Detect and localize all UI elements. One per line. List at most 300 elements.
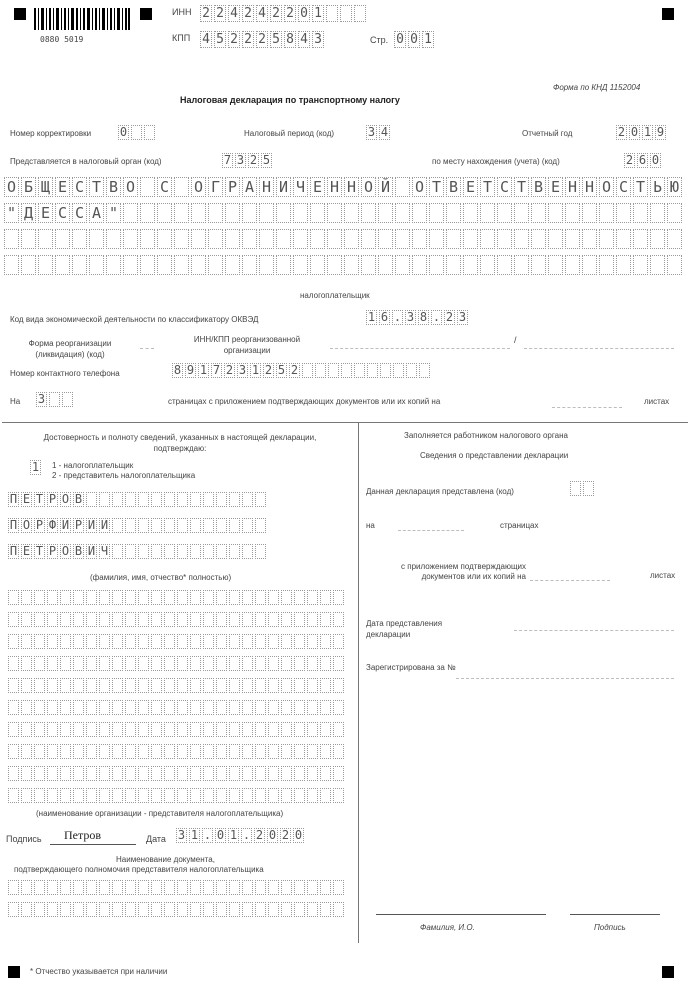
char-cell xyxy=(164,656,175,671)
char-cell xyxy=(8,678,19,693)
char-cell xyxy=(307,788,318,803)
char-cell xyxy=(86,700,97,715)
char-cell xyxy=(340,5,352,22)
char-cell xyxy=(255,902,266,917)
char-cell: 1 xyxy=(251,363,260,377)
char-cell xyxy=(320,788,331,803)
char-cell: В xyxy=(446,177,461,197)
inn-label: ИНН xyxy=(172,7,192,17)
corner-marker-top-middle xyxy=(140,8,152,20)
char-cell xyxy=(190,788,201,803)
char-cell xyxy=(446,229,461,249)
char-cell xyxy=(60,880,71,895)
char-cell xyxy=(255,700,266,715)
char-cell xyxy=(281,634,292,649)
char-cell xyxy=(307,902,318,917)
char-cell xyxy=(34,766,45,781)
char-cell xyxy=(395,177,410,197)
char-cell: 3 xyxy=(312,31,324,48)
char-cell xyxy=(144,125,155,140)
char-cell xyxy=(320,766,331,781)
char-cell: 0 xyxy=(294,828,303,842)
char-cell: Ч xyxy=(293,177,308,197)
confirm-title: Достоверность и полноту сведений, указанных в настоящей декларации, подтверждаю: xyxy=(43,433,317,453)
char-cell: 3 xyxy=(236,153,245,167)
char-cell: А xyxy=(89,203,104,223)
char-cell xyxy=(378,229,393,249)
char-cell xyxy=(99,766,110,781)
char-cell: Т xyxy=(89,177,104,197)
char-cell: 2 xyxy=(290,363,299,377)
office-on-label: на xyxy=(366,521,375,530)
char-cell xyxy=(242,590,253,605)
char-cell xyxy=(406,363,417,378)
char-cell xyxy=(177,880,188,895)
char-cell xyxy=(320,722,331,737)
char-cell xyxy=(480,255,495,275)
char-cell xyxy=(177,722,188,737)
signature-value: Петров xyxy=(64,828,102,842)
corner-marker-bottom-right xyxy=(662,966,674,978)
char-cell xyxy=(174,229,189,249)
char-cell xyxy=(151,656,162,671)
char-cell xyxy=(138,492,149,507)
char-cell xyxy=(73,590,84,605)
char-cell xyxy=(47,722,58,737)
char-cell xyxy=(89,229,104,249)
char-cell: С xyxy=(72,177,87,197)
char-cell xyxy=(203,902,214,917)
char-cell xyxy=(151,880,162,895)
char-cell xyxy=(157,229,172,249)
char-cell: Р xyxy=(225,177,240,197)
char-cell xyxy=(307,656,318,671)
submit-code-cells xyxy=(570,481,596,496)
char-cell xyxy=(307,880,318,895)
char-cell xyxy=(190,700,201,715)
char-cell: 0 xyxy=(268,828,277,842)
char-cell xyxy=(294,656,305,671)
char-cell xyxy=(229,678,240,693)
char-cell xyxy=(55,229,70,249)
char-cell xyxy=(138,656,149,671)
char-cell xyxy=(99,492,110,507)
char-cell xyxy=(151,590,162,605)
char-cell: 3 xyxy=(177,828,186,842)
name-caption: (фамилия, имя, отчество* полностью) xyxy=(90,573,232,582)
char-cell xyxy=(123,229,138,249)
char-cell xyxy=(216,634,227,649)
char-cell xyxy=(34,634,45,649)
char-cell xyxy=(531,203,546,223)
char-cell xyxy=(259,203,274,223)
char-cell xyxy=(47,766,58,781)
char-cell xyxy=(446,203,461,223)
char-cell xyxy=(281,700,292,715)
authority-cells xyxy=(222,153,274,168)
representative-org-caption: (наименование организации - представителя налогоплательщика) xyxy=(36,809,284,818)
char-cell xyxy=(650,203,665,223)
char-cell: 1 xyxy=(190,828,199,842)
char-cell xyxy=(138,590,149,605)
char-cell xyxy=(112,492,123,507)
char-cell xyxy=(47,700,58,715)
char-cell xyxy=(320,678,331,693)
char-cell xyxy=(151,902,162,917)
barcode xyxy=(34,8,130,30)
char-cell xyxy=(86,634,97,649)
char-cell xyxy=(190,518,201,533)
char-cell xyxy=(268,700,279,715)
char-cell xyxy=(73,612,84,627)
char-cell xyxy=(255,634,266,649)
char-cell xyxy=(125,744,136,759)
char-cell: Й xyxy=(100,518,109,532)
char-cell xyxy=(86,880,97,895)
char-cell xyxy=(203,744,214,759)
char-cell: " xyxy=(106,203,121,223)
char-cell xyxy=(354,363,365,378)
char-cell xyxy=(73,766,84,781)
char-cell xyxy=(34,788,45,803)
char-cell xyxy=(333,590,344,605)
char-cell xyxy=(294,722,305,737)
char-cell xyxy=(164,634,175,649)
char-cell xyxy=(344,203,359,223)
corner-marker-top-left xyxy=(14,8,26,20)
char-cell xyxy=(229,788,240,803)
char-cell xyxy=(151,492,162,507)
char-cell: Ч xyxy=(100,544,109,558)
char-cell: В xyxy=(74,544,83,558)
reorg-kpp-cells xyxy=(524,334,674,349)
char-cell xyxy=(616,229,631,249)
char-cell xyxy=(125,544,136,559)
char-cell xyxy=(531,255,546,275)
char-cell xyxy=(47,590,58,605)
char-cell xyxy=(21,722,32,737)
char-cell xyxy=(255,722,266,737)
char-cell: 0 xyxy=(216,828,225,842)
char-cell xyxy=(138,544,149,559)
char-cell xyxy=(73,634,84,649)
char-cell: 4 xyxy=(256,5,268,22)
char-cell xyxy=(125,766,136,781)
char-cell xyxy=(281,902,292,917)
char-cell xyxy=(268,880,279,895)
char-cell xyxy=(548,229,563,249)
char-cell: 0 xyxy=(394,31,406,48)
char-cell: 4 xyxy=(298,31,310,48)
char-cell xyxy=(582,229,597,249)
char-cell: Н xyxy=(582,177,597,197)
reorg-form-cell xyxy=(140,334,154,349)
page-cells xyxy=(394,31,436,48)
char-cell xyxy=(216,880,227,895)
char-cell xyxy=(47,880,58,895)
char-cell xyxy=(125,678,136,693)
char-cell xyxy=(151,744,162,759)
char-cell xyxy=(333,612,344,627)
char-cell xyxy=(125,700,136,715)
char-cell xyxy=(216,656,227,671)
char-cell: В xyxy=(531,177,546,197)
char-cell xyxy=(497,203,512,223)
char-cell xyxy=(138,700,149,715)
char-cell xyxy=(548,255,563,275)
char-cell xyxy=(138,634,149,649)
char-cell xyxy=(21,766,32,781)
char-cell xyxy=(203,700,214,715)
char-cell: Е xyxy=(310,177,325,197)
char-cell xyxy=(203,492,214,507)
char-cell xyxy=(125,880,136,895)
char-cell xyxy=(60,634,71,649)
char-cell xyxy=(599,229,614,249)
char-cell xyxy=(294,634,305,649)
char-cell xyxy=(328,363,339,378)
char-cell xyxy=(378,255,393,275)
inn-cells xyxy=(200,5,368,22)
char-cell xyxy=(164,902,175,917)
char-cell xyxy=(412,255,427,275)
char-cell xyxy=(333,766,344,781)
char-cell xyxy=(667,203,682,223)
char-cell xyxy=(72,255,87,275)
char-cell: В xyxy=(106,177,121,197)
char-cell xyxy=(268,722,279,737)
char-cell: 1 xyxy=(31,460,40,474)
signature-line xyxy=(50,844,136,845)
char-cell: О xyxy=(22,518,31,532)
office-reg-label: Зарегистрирована за № xyxy=(366,663,456,672)
char-cell xyxy=(190,722,201,737)
char-cell xyxy=(216,492,227,507)
char-cell xyxy=(112,634,123,649)
char-cell xyxy=(650,255,665,275)
char-cell xyxy=(294,902,305,917)
char-cell xyxy=(255,880,266,895)
char-cell: В xyxy=(74,492,83,506)
char-cell xyxy=(429,255,444,275)
char-cell xyxy=(47,744,58,759)
office-sign-line xyxy=(570,914,660,915)
char-cell xyxy=(565,203,580,223)
char-cell xyxy=(125,722,136,737)
phone-cells xyxy=(172,363,432,378)
char-cell: 0 xyxy=(630,125,639,139)
char-cell: 5 xyxy=(277,363,286,377)
authority-label: Представляется в налоговый орган (код) xyxy=(10,157,162,166)
char-cell xyxy=(268,656,279,671)
office-title: Заполняется работником налогового органа xyxy=(404,431,568,440)
char-cell xyxy=(216,590,227,605)
char-cell xyxy=(599,255,614,275)
char-cell: Т xyxy=(429,177,444,197)
char-cell: Н xyxy=(344,177,359,197)
reorg-inn-cells xyxy=(330,334,510,349)
char-cell xyxy=(191,229,206,249)
char-cell: О xyxy=(412,177,427,197)
char-cell xyxy=(281,766,292,781)
char-cell xyxy=(276,203,291,223)
char-cell: Е xyxy=(38,203,53,223)
char-cell xyxy=(177,612,188,627)
char-cell xyxy=(99,700,110,715)
char-cell xyxy=(293,203,308,223)
char-cell xyxy=(21,590,32,605)
char-cell: С xyxy=(616,177,631,197)
signer-code-cell xyxy=(30,460,43,475)
char-cell xyxy=(633,255,648,275)
char-cell xyxy=(62,392,73,407)
char-cell: 1 xyxy=(312,5,324,22)
char-cell xyxy=(112,700,123,715)
char-cell xyxy=(34,880,45,895)
char-cell xyxy=(315,363,326,378)
char-cell xyxy=(341,363,352,378)
char-cell xyxy=(281,722,292,737)
okved-cells xyxy=(366,310,470,325)
char-cell xyxy=(60,612,71,627)
char-cell xyxy=(86,612,97,627)
empty-cell-row xyxy=(8,788,346,803)
char-cell: 2 xyxy=(225,363,234,377)
char-cell: Щ xyxy=(38,177,53,197)
char-cell xyxy=(412,229,427,249)
char-cell xyxy=(8,902,19,917)
char-cell xyxy=(216,744,227,759)
char-cell xyxy=(73,744,84,759)
char-cell: 2 xyxy=(200,5,212,22)
char-cell xyxy=(86,722,97,737)
char-cell xyxy=(203,612,214,627)
char-cell xyxy=(463,229,478,249)
char-cell xyxy=(463,203,478,223)
char-cell xyxy=(73,902,84,917)
correction-label: Номер корректировки xyxy=(10,129,92,138)
char-cell xyxy=(229,518,240,533)
char-cell xyxy=(229,544,240,559)
char-cell xyxy=(99,880,110,895)
char-cell xyxy=(361,255,376,275)
char-cell: Е xyxy=(22,544,31,558)
form-code: Форма по КНД 1152004 xyxy=(553,83,641,92)
char-cell xyxy=(268,634,279,649)
char-cell xyxy=(276,255,291,275)
char-cell xyxy=(8,744,19,759)
pages-caption: страницах с приложением подтверждающих документов или их копий на xyxy=(168,397,441,406)
empty-cell-row xyxy=(8,880,346,895)
char-cell xyxy=(514,255,529,275)
char-cell xyxy=(203,766,214,781)
char-cell xyxy=(151,788,162,803)
char-cell xyxy=(281,678,292,693)
char-cell xyxy=(216,722,227,737)
char-cell xyxy=(276,229,291,249)
char-cell: С xyxy=(157,177,172,197)
char-cell xyxy=(268,902,279,917)
char-cell xyxy=(99,744,110,759)
char-cell: Ф xyxy=(48,518,57,532)
char-cell xyxy=(164,700,175,715)
char-cell xyxy=(255,678,266,693)
char-cell: И xyxy=(87,518,96,532)
char-cell xyxy=(190,544,201,559)
char-cell xyxy=(34,612,45,627)
char-cell xyxy=(294,766,305,781)
char-cell: Р xyxy=(48,544,57,558)
char-cell xyxy=(8,880,19,895)
char-cell: 3 xyxy=(37,392,46,406)
char-cell xyxy=(190,766,201,781)
char-cell xyxy=(151,722,162,737)
char-cell xyxy=(208,229,223,249)
char-cell xyxy=(8,656,19,671)
char-cell: 2 xyxy=(445,310,454,324)
char-cell xyxy=(99,722,110,737)
char-cell: 9 xyxy=(656,125,665,139)
char-cell xyxy=(307,700,318,715)
char-cell: 0 xyxy=(298,5,310,22)
char-cell xyxy=(320,902,331,917)
char-cell xyxy=(570,481,581,496)
char-cell xyxy=(125,590,136,605)
organization-row xyxy=(4,229,684,249)
char-cell xyxy=(333,744,344,759)
barcode-number: 0880 5019 xyxy=(40,35,84,44)
char-cell: Н xyxy=(565,177,580,197)
char-cell xyxy=(242,902,253,917)
char-cell: О xyxy=(191,177,206,197)
char-cell xyxy=(320,612,331,627)
signer-option-2: 2 - представитель налогоплательщика xyxy=(52,471,196,480)
char-cell xyxy=(229,880,240,895)
char-cell xyxy=(225,203,240,223)
char-cell xyxy=(203,788,214,803)
char-cell xyxy=(599,203,614,223)
organization-caption: налогоплательщик xyxy=(300,291,370,300)
office-pages-cells xyxy=(398,516,464,531)
char-cell xyxy=(203,880,214,895)
char-cell xyxy=(242,634,253,649)
char-cell xyxy=(216,518,227,533)
char-cell: Ю xyxy=(667,177,682,197)
char-cell xyxy=(268,590,279,605)
char-cell xyxy=(72,229,87,249)
char-cell xyxy=(21,634,32,649)
char-cell xyxy=(86,744,97,759)
char-cell xyxy=(174,203,189,223)
char-cell xyxy=(294,612,305,627)
char-cell: 0 xyxy=(119,125,128,139)
empty-cell-row xyxy=(8,656,346,671)
char-cell: Е xyxy=(463,177,478,197)
char-cell xyxy=(395,203,410,223)
char-cell xyxy=(255,656,266,671)
char-cell xyxy=(112,766,123,781)
organization-row xyxy=(4,177,684,197)
char-cell xyxy=(34,678,45,693)
char-cell xyxy=(60,656,71,671)
char-cell xyxy=(125,902,136,917)
office-attach-label: с приложением подтверждающих документов или их копий на xyxy=(401,562,526,581)
char-cell: 2 xyxy=(249,153,258,167)
char-cell xyxy=(177,590,188,605)
char-cell xyxy=(242,544,253,559)
submit-code-label: Данная декларация представлена (код) xyxy=(366,487,514,496)
char-cell: С xyxy=(55,203,70,223)
